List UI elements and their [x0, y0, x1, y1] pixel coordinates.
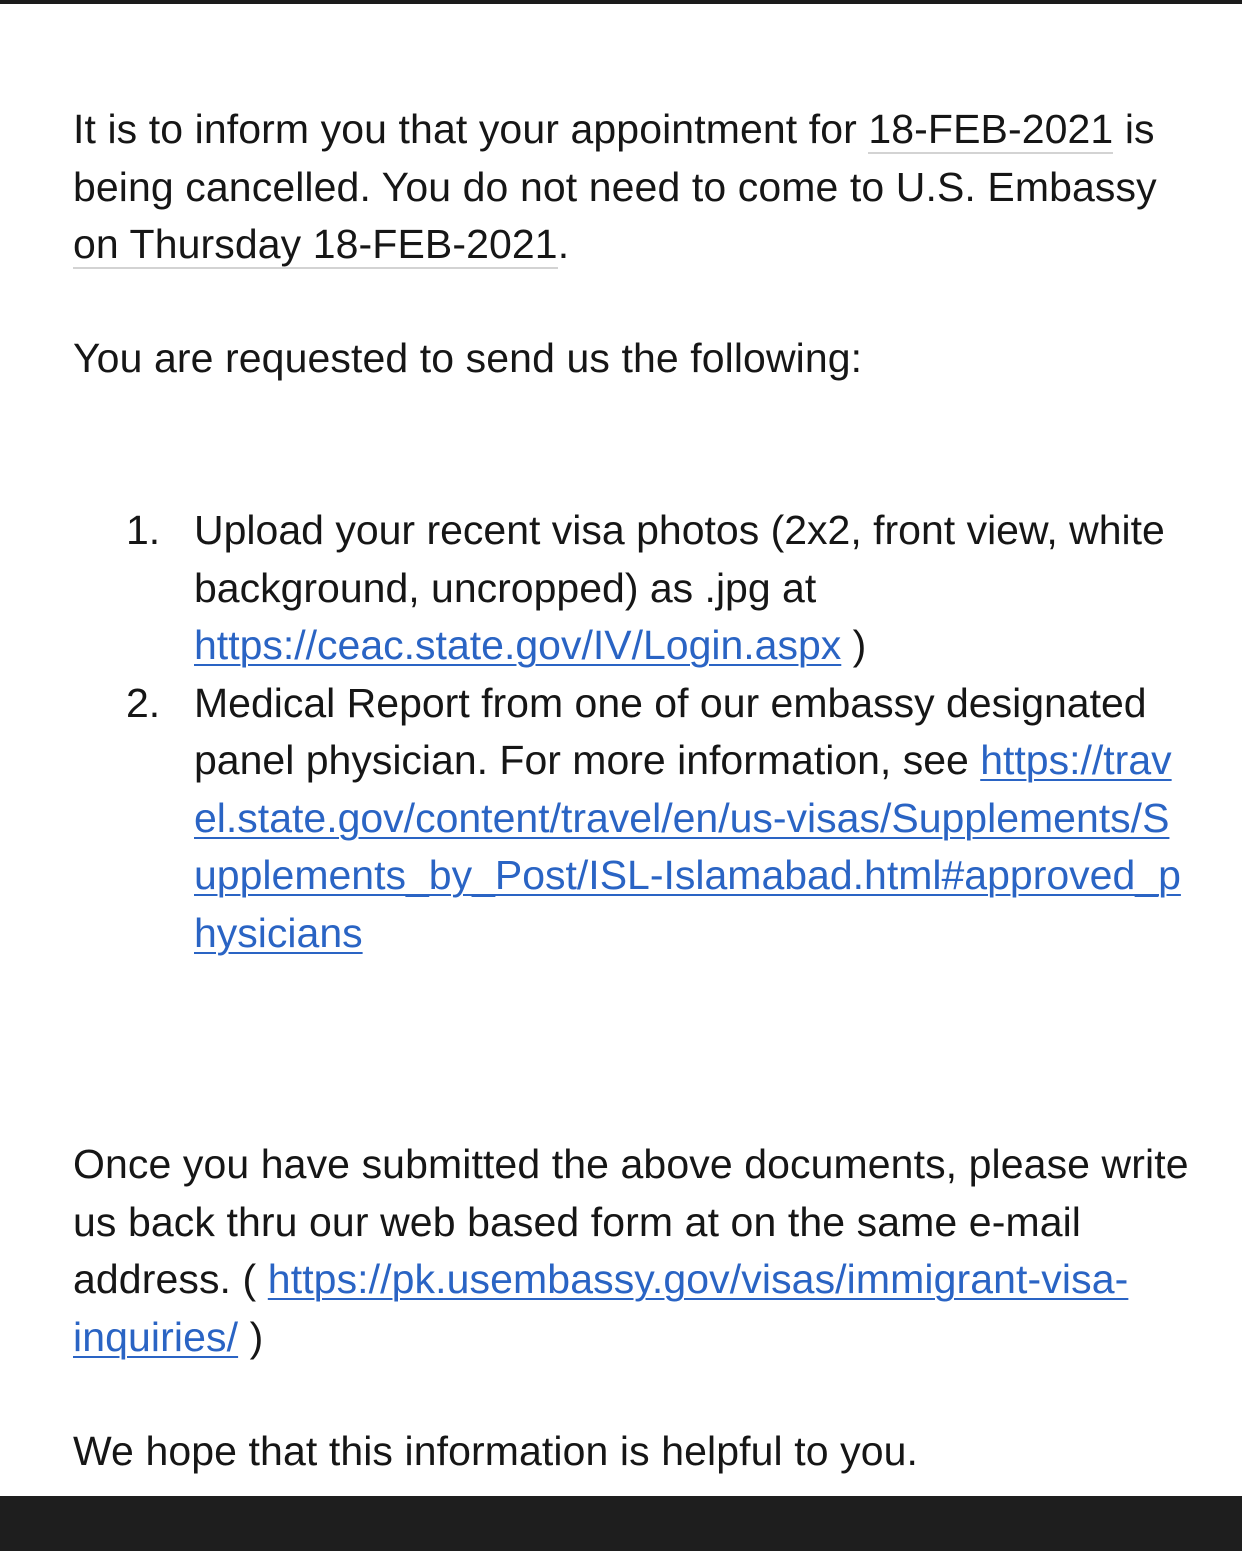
panel-physicians-link[interactable]: https://travel.state.gov/content/travel/en/us-visas/Supplements/Supplements_by_Post/ISL-Islamabad.html#approved_physicians [194, 737, 1181, 956]
list-number: 2. [126, 679, 161, 726]
thursday-date[interactable]: on Thursday 18-FEB-2021 [73, 221, 558, 267]
closing-paren: ) [238, 1313, 264, 1360]
follow-up-paragraph [73, 1136, 1193, 1366]
cancellation-paragraph [73, 101, 1193, 274]
immigrant-visa-inquiries-link[interactable]: https://pk.usembassy.gov/visas/immigrant-visa-inquiries/ [73, 1256, 1129, 1360]
photos-text: Upload your recent visa photos (2x2, front view, white background, uncropped) as .jpg at [194, 507, 1165, 611]
requirements-list [126, 502, 1186, 962]
cancellation-period: . [557, 221, 570, 267]
email-body [0, 4, 1242, 1496]
list-item-medical [126, 675, 1186, 963]
request-paragraph: You are requested to send us the following: [73, 335, 863, 381]
closing-paren: ) [841, 622, 867, 668]
list-number: 1. [126, 507, 161, 553]
medical-text: Medical Report from one of our embassy designated panel physician. For more information, see [194, 679, 1147, 783]
cancellation-text-cont: is being cancelled. You do not need to come to U.S. Embassy [73, 106, 1157, 210]
closing-paragraph: We hope that this information is helpful to you. [73, 1428, 919, 1474]
cancellation-text: It is to inform you that your appointment for [73, 106, 869, 152]
appointment-date[interactable]: 18-FEB-2021 [868, 106, 1114, 152]
follow-up-text: Once you have submitted the above documents, please write us back thru our web based form at on the same e-mail address. ( [73, 1141, 1189, 1302]
bottom-bar [0, 1496, 1242, 1551]
list-item-photos [126, 502, 1186, 675]
ceac-login-link[interactable]: https://ceac.state.gov/IV/Login.aspx [194, 622, 842, 668]
